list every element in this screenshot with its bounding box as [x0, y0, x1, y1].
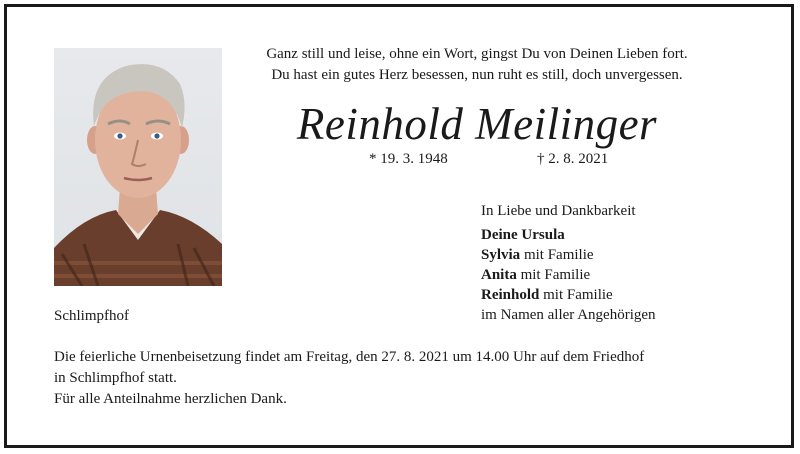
mourner-name: Anita [481, 267, 517, 283]
ceremony-line: Die feierliche Urnenbeisetzung findet am Freitag, den 27. 8. 2021 um 14.00 Uhr auf dem Friedhof [54, 349, 645, 365]
thanks-note: Für alle Anteilnahme herzlichen Dank. [54, 391, 287, 407]
mourner-entry [481, 265, 656, 285]
portrait-photo [54, 48, 222, 286]
ceremony-line: in Schlimpfhof statt. [54, 370, 177, 386]
memorial-verse [257, 44, 697, 86]
mourners-list [481, 201, 656, 325]
verse-line: Du hast ein gutes Herz besessen, nun ruht es still, doch unvergessen. [271, 67, 683, 83]
death-date: † 2. 8. 2021 [537, 151, 609, 167]
mourners-closing: im Namen aller Angehörigen [481, 307, 656, 323]
mourner-name: Deine Ursula [481, 227, 565, 243]
mourner-suffix: mit Familie [539, 287, 613, 303]
deceased-name: Reinhold Meilinger [296, 99, 658, 149]
verse-line: Ganz still und leise, ohne ein Wort, gingst Du von Deinen Lieben fort. [266, 46, 688, 62]
mourners-intro: In Liebe und Dankbarkeit [481, 203, 636, 219]
mourner-entry [481, 285, 656, 305]
obituary-notice [4, 4, 794, 448]
mourner-suffix: mit Familie [520, 247, 594, 263]
birth-date: * 19. 3. 1948 [369, 151, 448, 167]
mourner-name: Sylvia [481, 247, 521, 263]
residence-place: Schlimpfhof [54, 308, 129, 324]
mourner-entry [481, 245, 656, 265]
mourner-name: Reinhold [481, 287, 540, 303]
portrait-illustration [54, 48, 222, 286]
mourner-suffix: mit Familie [516, 267, 591, 283]
mourner-entry [481, 225, 656, 245]
ceremony-info [54, 347, 734, 389]
